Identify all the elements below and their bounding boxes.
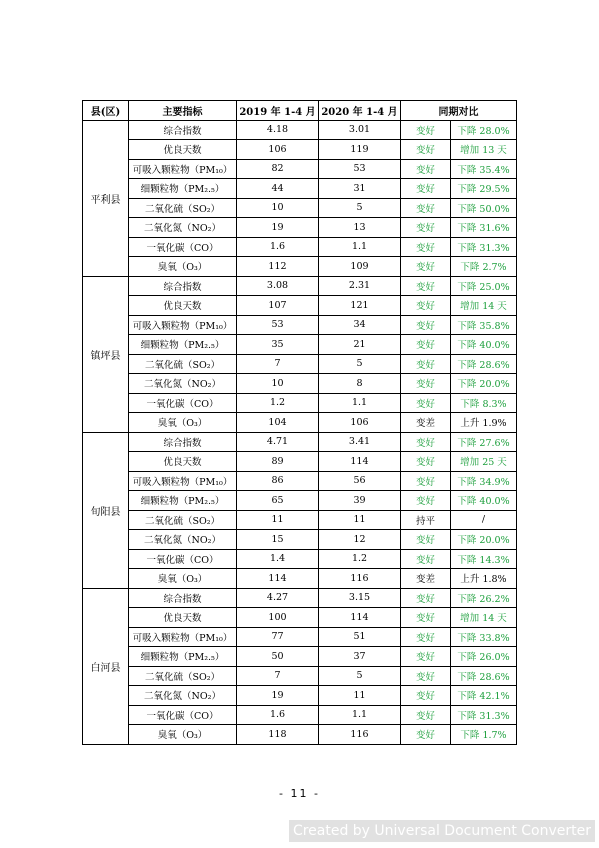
change-cell: 上升 1.8% [451, 569, 517, 589]
value-2020-cell: 1.1 [319, 393, 401, 413]
value-2020-cell: 3.01 [319, 120, 401, 140]
page-number: - 11 - [279, 787, 320, 800]
value-2020-cell: 1.2 [319, 549, 401, 569]
status-cell: 变好 [401, 627, 451, 647]
table-row [83, 413, 517, 433]
indicator-cell: 综合指数 [129, 432, 237, 452]
header-2019: 2019 年 1-4 月 [237, 101, 319, 121]
change-cell: 增加 13 天 [451, 140, 517, 160]
change-cell: 下降 8.3% [451, 393, 517, 413]
indicator-cell: 臭氧（O₃） [129, 413, 237, 433]
change-cell: 下降 35.4% [451, 159, 517, 179]
value-2019-cell: 114 [237, 569, 319, 589]
value-2019-cell: 1.2 [237, 393, 319, 413]
value-2020-cell: 34 [319, 315, 401, 335]
value-2020-cell: 116 [319, 725, 401, 745]
table-body [83, 120, 517, 744]
table-row [83, 237, 517, 257]
table-row [83, 257, 517, 277]
value-2020-cell: 2.31 [319, 276, 401, 296]
table-row [83, 452, 517, 472]
header-comparison: 同期对比 [401, 101, 517, 121]
value-2020-cell: 53 [319, 159, 401, 179]
value-2020-cell: 1.1 [319, 705, 401, 725]
value-2020-cell: 5 [319, 198, 401, 218]
change-cell: 下降 50.0% [451, 198, 517, 218]
status-cell: 持平 [401, 510, 451, 530]
change-cell: 增加 25 天 [451, 452, 517, 472]
indicator-cell: 可吸入颗粒物（PM₁₀） [129, 159, 237, 179]
status-cell: 变好 [401, 159, 451, 179]
table-row [83, 569, 517, 589]
value-2019-cell: 3.08 [237, 276, 319, 296]
value-2019-cell: 100 [237, 608, 319, 628]
status-cell: 变好 [401, 666, 451, 686]
status-cell: 变好 [401, 296, 451, 316]
value-2020-cell: 119 [319, 140, 401, 160]
value-2019-cell: 104 [237, 413, 319, 433]
header-county: 县(区) [83, 101, 129, 121]
header-2020: 2020 年 1-4 月 [319, 101, 401, 121]
change-cell: 下降 20.0% [451, 530, 517, 550]
value-2020-cell: 1.1 [319, 237, 401, 257]
value-2020-cell: 114 [319, 452, 401, 472]
value-2020-cell: 37 [319, 647, 401, 667]
status-cell: 变好 [401, 315, 451, 335]
status-cell: 变好 [401, 335, 451, 355]
value-2020-cell: 114 [319, 608, 401, 628]
table-row [83, 549, 517, 569]
indicator-cell: 细颗粒物（PM₂.₅） [129, 647, 237, 667]
value-2019-cell: 118 [237, 725, 319, 745]
value-2019-cell: 10 [237, 374, 319, 394]
status-cell: 变好 [401, 608, 451, 628]
indicator-cell: 臭氧（O₃） [129, 725, 237, 745]
value-2019-cell: 4.18 [237, 120, 319, 140]
status-cell: 变好 [401, 491, 451, 511]
table-row [83, 218, 517, 238]
change-cell: 下降 20.0% [451, 374, 517, 394]
indicator-cell: 细颗粒物（PM₂.₅） [129, 491, 237, 511]
change-cell: 上升 1.9% [451, 413, 517, 433]
change-cell: / [451, 510, 517, 530]
indicator-cell: 一氧化碳（CO） [129, 549, 237, 569]
status-cell: 变好 [401, 452, 451, 472]
value-2020-cell: 5 [319, 354, 401, 374]
table-row [83, 276, 517, 296]
change-cell: 下降 14.3% [451, 549, 517, 569]
county-cell: 白河县 [83, 588, 129, 744]
value-2020-cell: 106 [319, 413, 401, 433]
table-header-row [83, 101, 517, 121]
value-2020-cell: 116 [319, 569, 401, 589]
value-2019-cell: 86 [237, 471, 319, 491]
indicator-cell: 二氧化硫（SO₂） [129, 666, 237, 686]
change-cell: 下降 29.5% [451, 179, 517, 199]
table-row [83, 510, 517, 530]
value-2019-cell: 19 [237, 218, 319, 238]
status-cell: 变好 [401, 530, 451, 550]
status-cell: 变好 [401, 432, 451, 452]
status-cell: 变好 [401, 257, 451, 277]
value-2020-cell: 12 [319, 530, 401, 550]
change-cell: 下降 35.8% [451, 315, 517, 335]
status-cell: 变好 [401, 218, 451, 238]
status-cell: 变好 [401, 471, 451, 491]
table-row [83, 725, 517, 745]
indicator-cell: 优良天数 [129, 608, 237, 628]
table-row [83, 179, 517, 199]
status-cell: 变好 [401, 198, 451, 218]
value-2019-cell: 10 [237, 198, 319, 218]
value-2020-cell: 109 [319, 257, 401, 277]
value-2019-cell: 19 [237, 686, 319, 706]
status-cell: 变好 [401, 140, 451, 160]
status-cell: 变差 [401, 413, 451, 433]
value-2019-cell: 50 [237, 647, 319, 667]
value-2019-cell: 65 [237, 491, 319, 511]
change-cell: 下降 33.8% [451, 627, 517, 647]
status-cell: 变好 [401, 120, 451, 140]
table-row [83, 666, 517, 686]
indicator-cell: 二氧化硫（SO₂） [129, 510, 237, 530]
indicator-cell: 一氧化碳（CO） [129, 393, 237, 413]
status-cell: 变好 [401, 354, 451, 374]
table-row [83, 608, 517, 628]
change-cell: 下降 2.7% [451, 257, 517, 277]
table-row [83, 588, 517, 608]
change-cell: 下降 25.0% [451, 276, 517, 296]
value-2020-cell: 13 [319, 218, 401, 238]
table-row [83, 627, 517, 647]
indicator-cell: 可吸入颗粒物（PM₁₀） [129, 627, 237, 647]
table-row [83, 705, 517, 725]
header-indicator: 主要指标 [129, 101, 237, 121]
change-cell: 增加 14 天 [451, 608, 517, 628]
status-cell: 变好 [401, 276, 451, 296]
status-cell: 变好 [401, 237, 451, 257]
indicator-cell: 优良天数 [129, 296, 237, 316]
indicator-cell: 二氧化硫（SO₂） [129, 198, 237, 218]
value-2019-cell: 82 [237, 159, 319, 179]
status-cell: 变好 [401, 588, 451, 608]
value-2019-cell: 112 [237, 257, 319, 277]
indicator-cell: 二氧化硫（SO₂） [129, 354, 237, 374]
change-cell: 下降 40.0% [451, 335, 517, 355]
county-cell: 镇坪县 [83, 276, 129, 432]
table-row [83, 159, 517, 179]
indicator-cell: 优良天数 [129, 140, 237, 160]
watermark: Created by Universal Document Converter [289, 820, 595, 842]
value-2019-cell: 89 [237, 452, 319, 472]
value-2019-cell: 106 [237, 140, 319, 160]
status-cell: 变好 [401, 686, 451, 706]
status-cell: 变好 [401, 179, 451, 199]
change-cell: 下降 28.6% [451, 354, 517, 374]
change-cell: 增加 14 天 [451, 296, 517, 316]
value-2020-cell: 8 [319, 374, 401, 394]
value-2020-cell: 56 [319, 471, 401, 491]
change-cell: 下降 1.7% [451, 725, 517, 745]
status-cell: 变好 [401, 549, 451, 569]
county-cell: 旬阳县 [83, 432, 129, 588]
value-2019-cell: 35 [237, 335, 319, 355]
table-row [83, 491, 517, 511]
table-row [83, 530, 517, 550]
value-2019-cell: 1.6 [237, 237, 319, 257]
table-row [83, 354, 517, 374]
indicator-cell: 臭氧（O₃） [129, 569, 237, 589]
table-row [83, 198, 517, 218]
change-cell: 下降 42.1% [451, 686, 517, 706]
table-row [83, 686, 517, 706]
status-cell: 变好 [401, 647, 451, 667]
indicator-cell: 优良天数 [129, 452, 237, 472]
table-row [83, 471, 517, 491]
change-cell: 下降 31.6% [451, 218, 517, 238]
table-row [83, 140, 517, 160]
value-2020-cell: 51 [319, 627, 401, 647]
value-2020-cell: 11 [319, 510, 401, 530]
change-cell: 下降 26.2% [451, 588, 517, 608]
table-row [83, 296, 517, 316]
indicator-cell: 细颗粒物（PM₂.₅） [129, 179, 237, 199]
change-cell: 下降 31.3% [451, 705, 517, 725]
value-2019-cell: 7 [237, 666, 319, 686]
value-2020-cell: 121 [319, 296, 401, 316]
indicator-cell: 可吸入颗粒物（PM₁₀） [129, 471, 237, 491]
indicator-cell: 一氧化碳（CO） [129, 705, 237, 725]
air-quality-table [82, 100, 517, 745]
indicator-cell: 二氧化氮（NO₂） [129, 218, 237, 238]
indicator-cell: 综合指数 [129, 276, 237, 296]
table-row [83, 315, 517, 335]
value-2019-cell: 7 [237, 354, 319, 374]
county-cell: 平利县 [83, 120, 129, 276]
indicator-cell: 二氧化氮（NO₂） [129, 686, 237, 706]
value-2019-cell: 53 [237, 315, 319, 335]
indicator-cell: 二氧化氮（NO₂） [129, 374, 237, 394]
table-row [83, 335, 517, 355]
indicator-cell: 综合指数 [129, 120, 237, 140]
status-cell: 变好 [401, 725, 451, 745]
value-2019-cell: 1.4 [237, 549, 319, 569]
status-cell: 变好 [401, 705, 451, 725]
change-cell: 下降 26.0% [451, 647, 517, 667]
change-cell: 下降 28.0% [451, 120, 517, 140]
table-row [83, 120, 517, 140]
table-row [83, 374, 517, 394]
change-cell: 下降 31.3% [451, 237, 517, 257]
indicator-cell: 可吸入颗粒物（PM₁₀） [129, 315, 237, 335]
value-2019-cell: 77 [237, 627, 319, 647]
value-2019-cell: 4.27 [237, 588, 319, 608]
table-row [83, 432, 517, 452]
value-2020-cell: 11 [319, 686, 401, 706]
value-2019-cell: 1.6 [237, 705, 319, 725]
indicator-cell: 综合指数 [129, 588, 237, 608]
value-2020-cell: 21 [319, 335, 401, 355]
indicator-cell: 细颗粒物（PM₂.₅） [129, 335, 237, 355]
value-2019-cell: 4.71 [237, 432, 319, 452]
value-2019-cell: 15 [237, 530, 319, 550]
value-2020-cell: 5 [319, 666, 401, 686]
value-2020-cell: 3.41 [319, 432, 401, 452]
value-2019-cell: 107 [237, 296, 319, 316]
value-2020-cell: 31 [319, 179, 401, 199]
table-row [83, 393, 517, 413]
status-cell: 变差 [401, 569, 451, 589]
indicator-cell: 臭氧（O₃） [129, 257, 237, 277]
value-2020-cell: 39 [319, 491, 401, 511]
status-cell: 变好 [401, 374, 451, 394]
value-2019-cell: 44 [237, 179, 319, 199]
status-cell: 变好 [401, 393, 451, 413]
value-2019-cell: 11 [237, 510, 319, 530]
indicator-cell: 一氧化碳（CO） [129, 237, 237, 257]
value-2020-cell: 3.15 [319, 588, 401, 608]
change-cell: 下降 34.9% [451, 471, 517, 491]
change-cell: 下降 28.6% [451, 666, 517, 686]
change-cell: 下降 27.6% [451, 432, 517, 452]
change-cell: 下降 40.0% [451, 491, 517, 511]
indicator-cell: 二氧化氮（NO₂） [129, 530, 237, 550]
table-row [83, 647, 517, 667]
